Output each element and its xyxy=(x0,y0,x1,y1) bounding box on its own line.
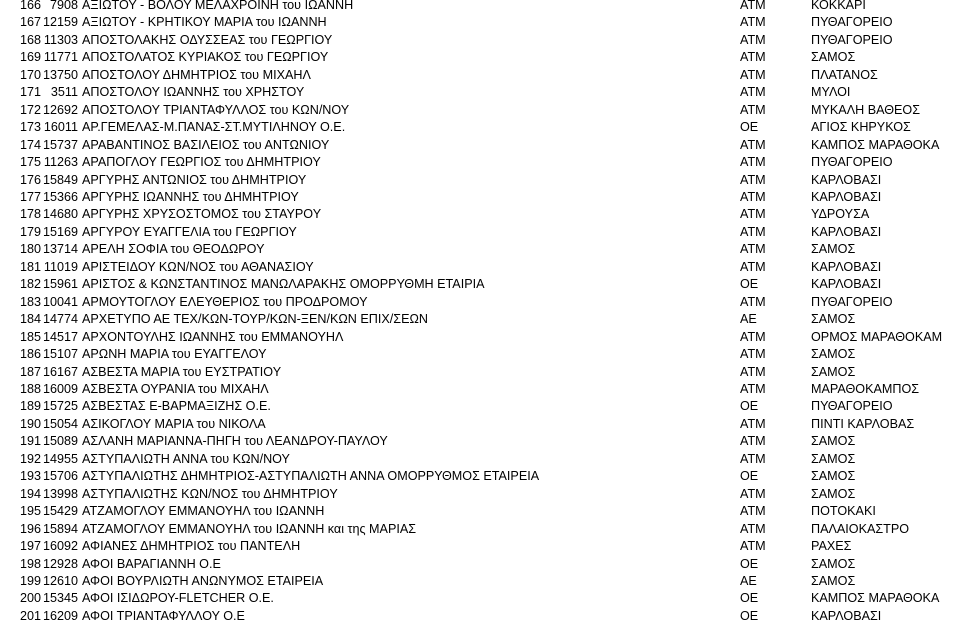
registry-code: 11771 xyxy=(43,50,78,65)
entity-location: ΣΑΜΟΣ xyxy=(811,364,856,379)
table-row xyxy=(0,364,960,381)
row-index: 186 xyxy=(19,347,41,362)
entity-location: ΥΔΡΟΥΣΑ xyxy=(811,207,870,222)
registry-code: 15849 xyxy=(42,172,78,187)
row-index: 198 xyxy=(19,556,41,571)
entity-type: ΑΤΜ xyxy=(740,539,766,554)
table-row xyxy=(0,0,960,14)
entity-type: ΟΕ xyxy=(740,469,759,484)
entity-type: ΑΤΜ xyxy=(740,207,766,222)
registry-code: 11303 xyxy=(43,32,78,47)
entity-location: ΠΑΛΑΙΟΚΑΣΤΡΟ xyxy=(811,521,910,536)
entity-type: ΑΤΜ xyxy=(740,329,766,344)
entity-location: ΜΥΚΑΛΗ ΒΑΘΕΟΣ xyxy=(811,102,921,117)
entity-type: ΑΤΜ xyxy=(740,242,766,257)
table-row xyxy=(0,416,960,433)
entity-location: ΣΑΜΟΣ xyxy=(811,434,856,449)
table-row xyxy=(0,259,960,276)
entity-type: ΑΤΜ xyxy=(740,172,766,187)
table-row xyxy=(0,84,960,101)
entity-location: ΣΑΜΟΣ xyxy=(811,573,856,588)
entity-type: ΟΕ xyxy=(740,277,759,292)
table-row xyxy=(0,137,960,154)
entity-type: ΑΤΜ xyxy=(740,102,766,117)
entity-location: ΚΑΡΛΟΒΑΣΙ xyxy=(811,224,882,239)
registry-code: 16011 xyxy=(43,120,78,135)
entity-name: ΑΡΑΠΟΓΛΟΥ ΓΕΩΡΓΙΟΣ του ΔΗΜΗΤΡΙΟΥ xyxy=(82,155,321,170)
row-index: 195 xyxy=(19,504,41,519)
entity-location: ΣΑΜΟΣ xyxy=(811,469,856,484)
entity-type: ΑΤΜ xyxy=(740,451,766,466)
entity-type: ΟΕ xyxy=(740,399,759,414)
entity-name: ΑΣΒΕΣΤΑ ΟΥΡΑΝΙΑ του ΜΙΧΑΗΛ xyxy=(82,381,269,396)
table-row xyxy=(0,398,960,415)
entity-type: ΑΤΜ xyxy=(740,381,766,396)
table-row xyxy=(0,119,960,136)
entity-name: ΑΣΛΑΝΗ ΜΑΡΙΑΝΝΑ-ΠΗΓΗ του ΛΕΑΝΔΡΟΥ-ΠΑΥΛΟΥ xyxy=(82,434,388,449)
row-index: 199 xyxy=(19,573,41,588)
entity-name: ΑΠΟΣΤΟΛΑΚΗΣ ΟΔΥΣΣΕΑΣ του ΓΕΩΡΓΙΟΥ xyxy=(82,32,333,47)
table-row xyxy=(0,206,960,223)
table-row xyxy=(0,521,960,538)
registry-code: 15737 xyxy=(42,137,78,152)
registry-code: 13714 xyxy=(42,242,78,257)
registry-code: 12928 xyxy=(42,556,78,571)
entity-type: ΑΤΜ xyxy=(740,15,766,30)
row-index: 174 xyxy=(19,137,41,152)
table-row xyxy=(0,590,960,607)
registry-code: 15054 xyxy=(42,416,78,431)
row-index: 190 xyxy=(19,416,41,431)
entity-name: ΑΞΙΩΤΟΥ - ΒΟΛΟΥ ΜΕΛΑΧΡΟΙΝΗ του ΙΩΑΝΝΗ xyxy=(82,0,354,12)
row-index: 180 xyxy=(19,242,41,257)
table-row xyxy=(0,102,960,119)
table-row xyxy=(0,503,960,520)
entity-type: ΑΤΜ xyxy=(740,347,766,362)
row-index: 179 xyxy=(19,224,41,239)
table-row xyxy=(0,224,960,241)
entity-location: ΣΑΜΟΣ xyxy=(811,312,856,327)
table-row xyxy=(0,189,960,206)
entity-name: ΑΦΟΙ ΤΡΙΑΝΤΑΦΥΛΛΟΥ Ο.Ε xyxy=(82,608,245,623)
entity-type: ΑΤΜ xyxy=(740,259,766,274)
table-row xyxy=(0,294,960,311)
entity-type: ΟΕ xyxy=(740,608,759,623)
entity-type: ΑΤΜ xyxy=(740,0,766,12)
entity-name: ΑΣΤΥΠΑΛΙΩΤΗΣ ΚΩΝ/ΝΟΣ του ΔΗΜΗΤΡΙΟΥ xyxy=(82,486,338,501)
entity-location: ΚΑΜΠΟΣ ΜΑΡΑΘΟΚΑ xyxy=(811,137,940,152)
entity-name: ΑΡΕΛΗ ΣΟΦΙΑ του ΘΕΟΔΩΡΟΥ xyxy=(82,242,265,257)
table-row xyxy=(0,538,960,555)
entity-type: ΑΤΜ xyxy=(740,521,766,536)
row-index: 182 xyxy=(19,277,41,292)
registry-code: 14517 xyxy=(42,329,78,344)
entity-name: ΑΣΒΕΣΤΑ ΜΑΡΙΑ του ΕΥΣΤΡΑΤΙΟΥ xyxy=(82,364,282,379)
entity-location: ΜΑΡΑΘΟΚΑΜΠΟΣ xyxy=(811,381,920,396)
entity-location: ΠΥΘΑΓΟΡΕΙΟ xyxy=(811,15,893,30)
entity-location: ΣΑΜΟΣ xyxy=(811,451,856,466)
entity-location: ΣΑΜΟΣ xyxy=(811,556,856,571)
entity-type: ΟΕ xyxy=(740,591,759,606)
registry-code: 10041 xyxy=(42,294,78,309)
table-row xyxy=(0,241,960,258)
entity-name: ΑΠΟΣΤΟΛΟΥ ΤΡΙΑΝΤΑΦΥΛΛΟΣ του ΚΩΝ/ΝΟΥ xyxy=(82,102,350,117)
entity-location: ΠΛΑΤΑΝΟΣ xyxy=(811,67,878,82)
row-index: 194 xyxy=(19,486,41,501)
row-index: 197 xyxy=(19,539,41,554)
table-row xyxy=(0,556,960,573)
entity-name: ΑΣΙΚΟΓΛΟΥ ΜΑΡΙΑ του ΝΙΚΟΛΑ xyxy=(82,416,266,431)
entity-location: ΠΥΘΑΓΟΡΕΙΟ xyxy=(811,32,893,47)
registry-code: 12610 xyxy=(42,573,78,588)
registry-code: 15725 xyxy=(42,399,78,414)
table-row xyxy=(0,276,960,293)
row-index: 193 xyxy=(19,469,41,484)
registry-code: 12159 xyxy=(42,15,78,30)
entity-name: ΑΣΒΕΣΤΑΣ Ε-ΒΑΡΜΑΞΙΖΗΣ Ο.Ε. xyxy=(82,399,271,414)
table-row xyxy=(0,346,960,363)
row-index: 173 xyxy=(19,120,41,135)
registry-code: 16167 xyxy=(42,364,78,379)
entity-name: ΑΡΑΒΑΝΤΙΝΟΣ ΒΑΣΙΛΕΙΟΣ του ΑΝΤΩΝΙΟΥ xyxy=(82,137,330,152)
entity-location: ΣΑΜΟΣ xyxy=(811,486,856,501)
registry-code: 11263 xyxy=(43,155,78,170)
row-index: 196 xyxy=(19,521,41,536)
entity-type: ΑΕ xyxy=(740,573,757,588)
entity-name: ΑΞΙΩΤΟΥ - ΚΡΗΤΙΚΟΥ ΜΑΡΙΑ του ΙΩΑΝΝΗ xyxy=(82,15,327,30)
entity-type: ΑΤΜ xyxy=(740,155,766,170)
entity-type: ΑΤΜ xyxy=(740,486,766,501)
table-row xyxy=(0,433,960,450)
registry-code: 7908 xyxy=(49,0,78,12)
entity-name: ΑΡΙΣΤΕΙΔΟΥ ΚΩΝ/ΝΟΣ του ΑΘΑΝΑΣΙΟΥ xyxy=(82,259,314,274)
registry-code: 14774 xyxy=(42,312,78,327)
row-index: 170 xyxy=(19,67,41,82)
registry-code: 15429 xyxy=(42,504,78,519)
entity-location: ΟΡΜΟΣ ΜΑΡΑΘΟΚΑΜ xyxy=(811,329,943,344)
row-index: 192 xyxy=(19,451,41,466)
entity-location: ΡΑΧΕΣ xyxy=(811,539,852,554)
entity-type: ΑΤΜ xyxy=(740,32,766,47)
registry-code: 16009 xyxy=(42,381,78,396)
entity-location: ΜΥΛΟΙ xyxy=(811,85,851,100)
table-row xyxy=(0,486,960,503)
registry-code: 15961 xyxy=(42,277,78,292)
registry-code: 12692 xyxy=(42,102,78,117)
entity-location: ΚΑΡΛΟΒΑΣΙ xyxy=(811,189,882,204)
entity-type: ΑΤΜ xyxy=(740,85,766,100)
entity-name: ΑΠΟΣΤΟΛΑΤΟΣ ΚΥΡΙΑΚΟΣ του ΓΕΩΡΓΙΟΥ xyxy=(82,50,329,65)
entity-type: ΑΤΜ xyxy=(740,294,766,309)
row-index: 175 xyxy=(19,155,41,170)
entity-name: ΑΦΙΑΝΕΣ ΔΗΜΗΤΡΙΟΣ του ΠΑΝΤΕΛΗ xyxy=(82,539,301,554)
entity-location: ΑΓΙΟΣ ΚΗΡΥΚΟΣ xyxy=(811,120,911,135)
row-index: 181 xyxy=(19,259,41,274)
entity-name: ΑΣΤΥΠΑΛΙΩΤΗΣ ΔΗΜΗΤΡΙΟΣ-ΑΣΤΥΠΑΛΙΩΤΗ ΑΝΝΑ ΟΜΟΡΡΥΘΜΟΣ ΕΤΑΙΡΕΙΑ xyxy=(82,469,540,484)
table-row xyxy=(0,154,960,171)
entity-name: ΑΦΟΙ ΒΑΡΑΓΙΑΝΝΗ Ο.Ε xyxy=(82,556,221,571)
entity-type: ΑΤΜ xyxy=(740,67,766,82)
entity-location: ΠΥΘΑΓΟΡΕΙΟ xyxy=(811,399,893,414)
entity-name: ΑΡΓΥΡΗΣ ΙΩΑΝΝΗΣ του ΔΗΜΗΤΡΙΟΥ xyxy=(82,189,299,204)
entity-name: ΑΡΓΥΡΗΣ ΧΡΥΣΟΣΤΟΜΟΣ του ΣΤΑΥΡΟΥ xyxy=(82,207,322,222)
row-index: 191 xyxy=(19,434,41,449)
entity-type: ΑΤΜ xyxy=(740,189,766,204)
registry-code: 13750 xyxy=(42,67,78,82)
entity-location: ΣΑΜΟΣ xyxy=(811,347,856,362)
entity-location: ΚΑΜΠΟΣ ΜΑΡΑΘΟΚΑ xyxy=(811,591,940,606)
row-index: 172 xyxy=(19,102,41,117)
row-index: 169 xyxy=(19,50,41,65)
table-row xyxy=(0,32,960,49)
row-index: 189 xyxy=(19,399,41,414)
entity-name: ΑΣΤΥΠΑΛΙΩΤΗ ΑΝΝΑ του ΚΩΝ/ΝΟΥ xyxy=(82,451,290,466)
table-row xyxy=(0,329,960,346)
entity-name: ΑΤΖΑΜΟΓΛΟΥ ΕΜΜΑΝΟΥΗΛ του ΙΩΑΝΝΗ και της ΜΑΡΙΑΣ xyxy=(82,521,417,536)
registry-code: 14680 xyxy=(42,207,78,222)
entity-location: ΠΟΤΟΚΑΚΙ xyxy=(811,504,876,519)
row-index: 187 xyxy=(19,364,41,379)
table-row xyxy=(0,49,960,66)
registry-code: 15366 xyxy=(42,189,78,204)
registry-code: 15169 xyxy=(42,224,78,239)
entity-name: ΑΡΓΥΡΗΣ ΑΝΤΩΝΙΟΣ του ΔΗΜΗΤΡΙΟΥ xyxy=(82,172,307,187)
entity-name: ΑΠΟΣΤΟΛΟΥ ΔΗΜΗΤΡΙΟΣ του ΜΙΧΑΗΛ xyxy=(82,67,311,82)
registry-code: 3511 xyxy=(50,85,78,100)
table-row xyxy=(0,381,960,398)
entity-type: ΑΤΜ xyxy=(740,50,766,65)
row-index: 167 xyxy=(19,15,41,30)
registry-code: 16092 xyxy=(42,539,78,554)
row-index: 201 xyxy=(19,608,41,623)
entity-location: ΚΟΚΚΑΡΙ xyxy=(811,0,866,12)
entity-name: ΑΡΙΣΤΟΣ & ΚΩΝΣΤΑΝΤΙΝΟΣ ΜΑΝΩΛΑΡΑΚΗΣ ΟΜΟΡΡΥΘΜΗ ΕΤΑΙΡΙΑ xyxy=(82,277,485,292)
entity-type: ΑΤΜ xyxy=(740,224,766,239)
entity-name: ΑΤΖΑΜΟΓΛΟΥ ΕΜΜΑΝΟΥΗΛ του ΙΩΑΝΝΗ xyxy=(82,504,325,519)
table-row xyxy=(0,172,960,189)
row-index: 188 xyxy=(19,381,41,396)
row-index: 178 xyxy=(19,207,41,222)
registry-code: 15706 xyxy=(42,469,78,484)
row-index: 166 xyxy=(19,0,41,12)
entity-location: ΚΑΡΛΟΒΑΣΙ xyxy=(811,172,882,187)
entity-type: ΑΤΜ xyxy=(740,416,766,431)
entity-name: ΑΡΓΥΡΟΥ ΕΥΑΓΓΕΛΙΑ του ΓΕΩΡΓΙΟΥ xyxy=(82,224,297,239)
row-index: 184 xyxy=(19,312,41,327)
registry-code: 15894 xyxy=(42,521,78,536)
registry-code: 14955 xyxy=(42,451,78,466)
entity-location: ΠΥΘΑΓΟΡΕΙΟ xyxy=(811,294,893,309)
entity-type: ΟΕ xyxy=(740,556,759,571)
row-index: 171 xyxy=(19,85,41,100)
entity-type: ΟΕ xyxy=(740,120,759,135)
registry-code: 11019 xyxy=(43,259,78,274)
row-index: 177 xyxy=(19,189,41,204)
entity-location: ΚΑΡΛΟΒΑΣΙ xyxy=(811,259,882,274)
entity-type: ΑΕ xyxy=(740,312,757,327)
table-row xyxy=(0,14,960,31)
row-index: 200 xyxy=(19,591,41,606)
row-index: 176 xyxy=(19,172,41,187)
registry-code: 15089 xyxy=(42,434,78,449)
row-index: 168 xyxy=(19,32,41,47)
entity-type: ΑΤΜ xyxy=(740,137,766,152)
row-index: 183 xyxy=(19,294,41,309)
entity-name: ΑΡΩΝΗ ΜΑΡΙΑ του ΕΥΑΓΓΕΛΟΥ xyxy=(82,347,267,362)
entity-name: ΑΡΧΕΤΥΠΟ ΑΕ ΤΕΧ/ΚΩΝ-ΤΟΥΡ/ΚΩΝ-ΞΕΝ/ΚΩΝ ΕΠΙΧ/ΣΕΩΝ xyxy=(82,312,428,327)
entity-location: ΣΑΜΟΣ xyxy=(811,50,856,65)
entity-location: ΠΙΝΤΙ ΚΑΡΛΟΒΑΣ xyxy=(811,416,915,431)
entity-name: ΑΡ.ΓΕΜΕΛΑΣ-Μ.ΠΑΝΑΣ-ΣΤ.ΜΥΤΙΛΗΝΟΥ Ο.Ε. xyxy=(82,120,346,135)
entity-location: ΣΑΜΟΣ xyxy=(811,242,856,257)
row-index: 185 xyxy=(19,329,41,344)
registry-code: 13998 xyxy=(42,486,78,501)
table-row xyxy=(0,468,960,485)
entity-name: ΑΡΧΟΝΤΟΥΛΗΣ ΙΩΑΝΝΗΣ του ΕΜΜΑΝΟΥΗΛ xyxy=(82,329,344,344)
entity-name: ΑΡΜΟΥΤΟΓΛΟΥ ΕΛΕΥΘΕΡΙΟΣ του ΠΡΟΔΡΟΜΟΥ xyxy=(82,294,368,309)
entity-name: ΑΠΟΣΤΟΛΟΥ ΙΩΑΝΝΗΣ του ΧΡΗΣΤΟΥ xyxy=(82,85,305,100)
entity-location: ΚΑΡΛΟΒΑΣΙ xyxy=(811,277,882,292)
entity-name: ΑΦΟΙ ΒΟΥΡΛΙΩΤΗ ΑΝΩΝΥΜΟΣ ΕΤΑΙΡΕΙΑ xyxy=(82,573,324,588)
table-row xyxy=(0,608,960,625)
registry-code: 15107 xyxy=(42,347,78,362)
entity-type: ΑΤΜ xyxy=(740,364,766,379)
entity-location: ΠΥΘΑΓΟΡΕΙΟ xyxy=(811,155,893,170)
table-row xyxy=(0,67,960,84)
entity-type: ΑΤΜ xyxy=(740,434,766,449)
table-row xyxy=(0,451,960,468)
table-row xyxy=(0,311,960,328)
table-row xyxy=(0,573,960,590)
entity-name: ΑΦΟΙ ΙΣΙΔΩΡΟΥ-FLETCHER Ο.Ε. xyxy=(82,591,274,606)
entity-type: ΑΤΜ xyxy=(740,504,766,519)
entity-location: ΚΑΡΛΟΒΑΣΙ xyxy=(811,608,882,623)
registry-code: 15345 xyxy=(42,591,78,606)
registry-code: 16209 xyxy=(42,608,78,623)
